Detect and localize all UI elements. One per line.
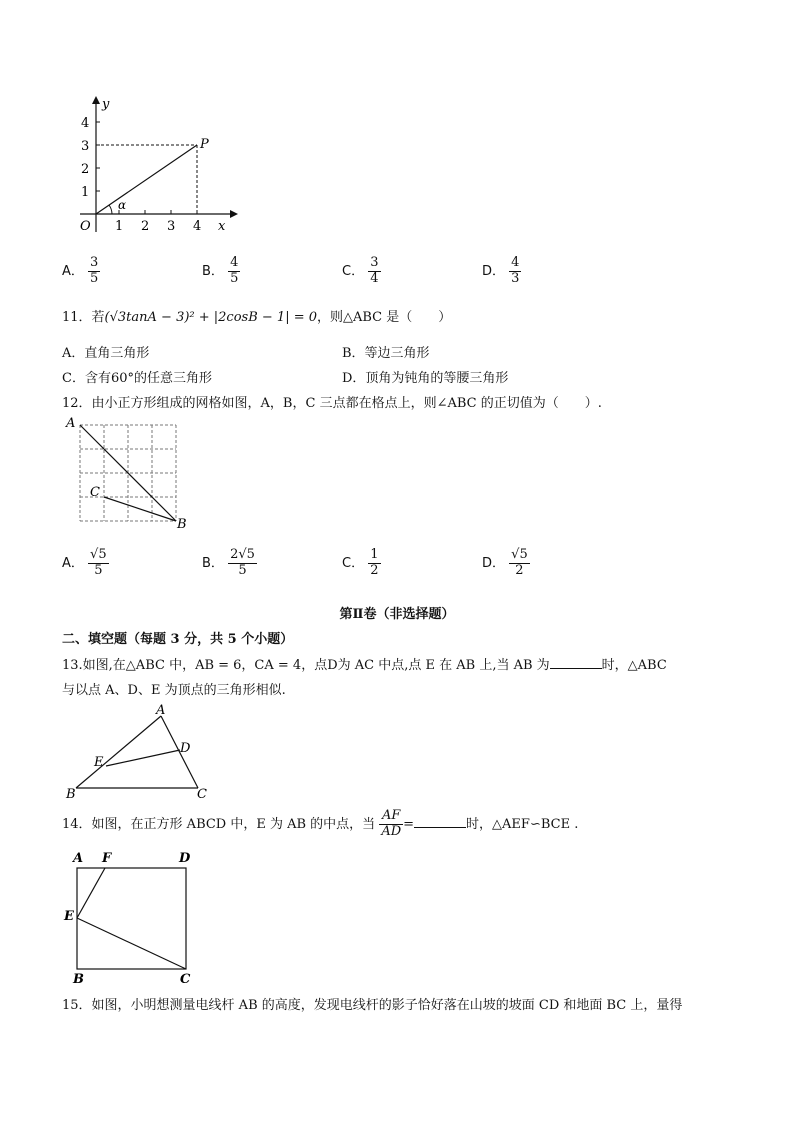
q14-prefix: 14．如图，在正方形 ABCD 中，E 为 AB 的中点，当	[62, 817, 376, 832]
q14-suffix: 时，△AEF∽BCE .	[466, 817, 579, 832]
option-label: C．	[342, 263, 365, 279]
y-tick-1: 1	[81, 185, 90, 200]
point-a-label: A	[156, 703, 166, 718]
point-p-label: P	[200, 137, 209, 152]
option-label: A．	[62, 555, 84, 571]
option-label: A．	[62, 263, 84, 279]
option-label: D．	[482, 263, 506, 279]
q10-option-c[interactable]	[342, 256, 381, 287]
q14-square-figure	[62, 848, 202, 984]
q11-option-a[interactable]: A．直角三角形	[62, 346, 150, 361]
q10-option-b[interactable]	[202, 256, 240, 287]
point-e-label: E	[64, 909, 74, 924]
fraction: $\frac{√5}{2}$	[511, 547, 528, 578]
q13-text-a: 13.如图,在△ABC 中，AB = 6，CA = 4，点D为 AC 中点,点 E 在 AB 上,当 AB 为	[62, 658, 550, 673]
y-tick-4: 4	[81, 116, 90, 131]
q13-text-b: 时，△ABC	[601, 658, 667, 673]
segment-EF	[77, 868, 105, 918]
point-c-label: C	[180, 972, 191, 984]
angle-label: α	[118, 198, 127, 212]
section-title: 第Ⅱ卷（非选择题）	[339, 607, 455, 622]
point-d-label: D	[179, 851, 191, 866]
x-tick-2: 2	[141, 219, 150, 234]
y-tick-3: 3	[81, 139, 90, 154]
segment-CB	[104, 497, 176, 521]
q13-line-2: 与以点 A、D、E 为顶点的三角形相似.	[62, 683, 286, 698]
q14-equals: =	[403, 817, 415, 832]
point-b-label: B	[73, 972, 84, 984]
q11-suffix: ，则△ABC 是（ ）	[317, 310, 452, 325]
option-label: B．	[202, 263, 224, 279]
fraction: $\frac{√5}{5}$	[90, 547, 107, 578]
fraction: $\frac{1}{2}$	[370, 547, 379, 578]
point-c-label: C	[90, 485, 100, 500]
q10-option-a[interactable]	[62, 256, 100, 287]
q10-option-d[interactable]	[482, 256, 521, 287]
fraction: $\frac{4}{3}$	[511, 255, 520, 286]
q11-stem	[62, 306, 451, 325]
point-a-label: A	[66, 416, 76, 431]
q12-option-a[interactable]	[62, 548, 109, 579]
q14-answer-blank[interactable]	[414, 815, 466, 828]
point-b-label: B	[177, 517, 187, 532]
q11-option-b[interactable]: B．等边三角形	[342, 346, 430, 361]
q11-expression: (√3tanA − 3)² + |2cosB − 1| = 0	[104, 310, 317, 325]
fraction: $\frac{3}{5}$	[90, 255, 99, 286]
y-axis-label: y	[102, 97, 110, 112]
q12-stem: 12．由小正方形组成的网格如图，A，B，C 三点都在格点上，则∠ABC 的正切值为（ ）.	[62, 396, 602, 411]
origin-label: O	[80, 219, 91, 234]
section-subtitle: 二、填空题（每题 3 分，共 5 个小题）	[62, 632, 294, 647]
q13-line-1	[62, 654, 667, 673]
segment-EC	[77, 918, 186, 969]
q14-stem	[62, 806, 578, 844]
point-a-label: A	[73, 851, 84, 866]
q12-option-c[interactable]	[342, 548, 381, 579]
x-tick-3: 3	[167, 219, 176, 234]
q12-grid-figure	[62, 415, 192, 533]
option-label: C．	[342, 555, 365, 571]
fraction: $\frac{2√5}{5}$	[230, 547, 255, 578]
segment-OP	[96, 145, 197, 214]
fraction: $\frac{4}{5}$	[230, 255, 239, 286]
q11-option-d[interactable]: D．顶角为钝角的等腰三角形	[342, 371, 509, 386]
point-b-label: B	[66, 787, 76, 800]
q15-stem: 15．如图，小明想测量电线杆 AB 的高度，发现电线杆的影子恰好落在山坡的坡面 CD 和地面 BC 上，量得	[62, 998, 683, 1013]
point-f-label: F	[102, 851, 112, 866]
q13-triangle-figure	[62, 700, 222, 800]
q14-fraction: $\frac{AF}{AD}$	[381, 808, 402, 839]
q11-prefix: 11．若	[62, 310, 105, 325]
point-e-label: E	[94, 755, 104, 770]
q10-coordinate-figure	[60, 92, 240, 240]
y-tick-2: 2	[81, 162, 90, 177]
x-tick-1: 1	[115, 219, 124, 234]
x-tick-4: 4	[193, 219, 202, 234]
option-label: B．	[202, 555, 224, 571]
x-axis-label: x	[218, 219, 226, 234]
q13-answer-blank[interactable]	[550, 656, 602, 669]
q12-option-d[interactable]	[482, 548, 530, 579]
option-label: D．	[482, 555, 506, 571]
point-c-label: C	[197, 787, 207, 800]
point-d-label: D	[180, 741, 191, 756]
q11-option-c[interactable]: C．含有60°的任意三角形	[62, 371, 212, 386]
fraction: $\frac{3}{4}$	[370, 255, 379, 286]
q12-option-b[interactable]	[202, 548, 257, 579]
